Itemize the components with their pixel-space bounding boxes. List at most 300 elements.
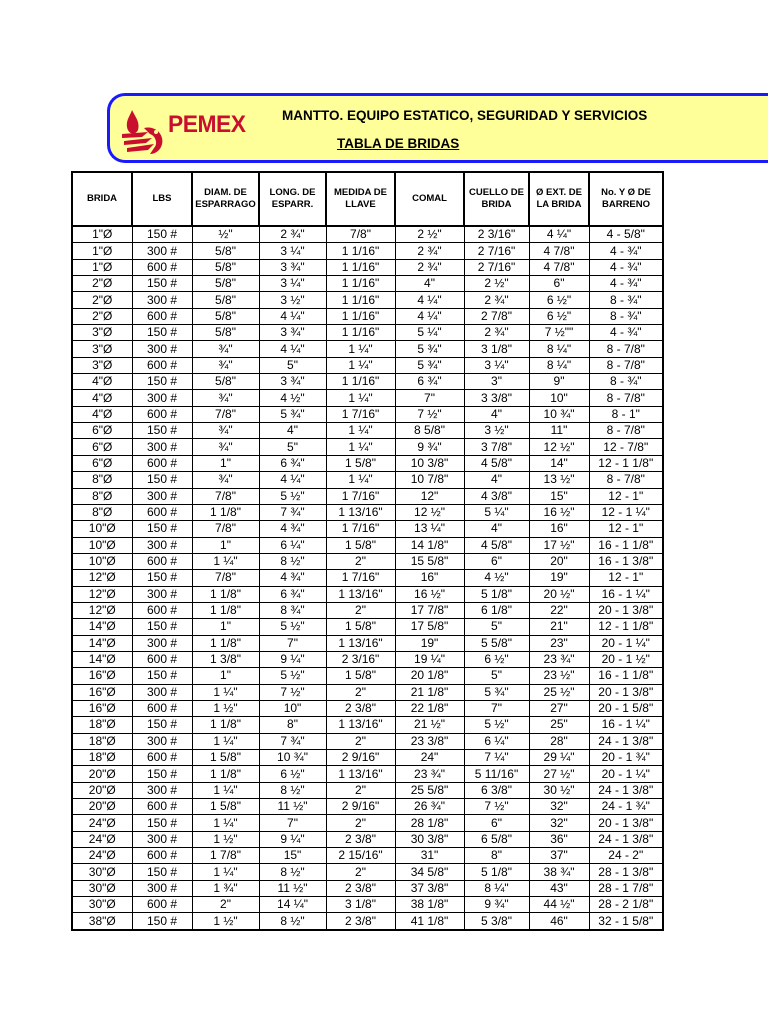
table-cell: 150 #	[132, 619, 192, 635]
table-cell: 5 11/16"	[464, 766, 529, 782]
table-cell: 2"	[326, 815, 395, 831]
table-row	[72, 243, 663, 259]
table-cell: 2 15/16"	[326, 848, 395, 864]
table-cell: 6 ¾"	[395, 374, 464, 390]
table-cell: 600 #	[132, 259, 192, 275]
table-cell: 5 ¾"	[395, 341, 464, 357]
table-cell: 150 #	[132, 766, 192, 782]
table-row	[72, 733, 663, 749]
table-cell: 8 - ¾"	[589, 292, 663, 308]
table-cell: 8 ½"	[259, 782, 326, 798]
column-header: COMAL	[395, 172, 464, 226]
table-cell: 4 - 5/8"	[589, 226, 663, 243]
table-cell: 11 ½"	[259, 799, 326, 815]
table-cell: 1"Ø	[72, 259, 132, 275]
table-cell: 4"Ø	[72, 406, 132, 422]
table-cell: 3 ½"	[464, 423, 529, 439]
table-cell: 38"Ø	[72, 913, 132, 930]
table-cell: 5"	[464, 619, 529, 635]
table-cell: 7/8"	[326, 226, 395, 243]
table-cell: 3 ¾"	[259, 325, 326, 341]
table-row	[72, 766, 663, 782]
table-cell: 4 ¾"	[259, 570, 326, 586]
header-banner	[107, 93, 768, 163]
table-cell: 1 13/16"	[326, 504, 395, 520]
table-cell: 20 - 1 3/8"	[589, 815, 663, 831]
table-cell: 8 ½"	[259, 913, 326, 930]
table-cell: 24 - 1 ¾"	[589, 799, 663, 815]
table-cell: 5 ¾"	[259, 406, 326, 422]
table-cell: 1 1/16"	[326, 276, 395, 292]
table-cell: 5 ¼"	[395, 325, 464, 341]
table-cell: 600 #	[132, 897, 192, 913]
table-cell: 37"	[529, 848, 589, 864]
table-cell: ¾"	[192, 472, 259, 488]
table-cell: 3 3/8"	[464, 390, 529, 406]
table-row	[72, 635, 663, 651]
table-cell: 1 13/16"	[326, 586, 395, 602]
table-cell: 8 - 1"	[589, 406, 663, 422]
table-cell: 2"	[326, 782, 395, 798]
table-cell: 21"	[529, 619, 589, 635]
table-cell: 34 5/8"	[395, 864, 464, 880]
table-cell: 1 1/16"	[326, 325, 395, 341]
table-cell: 8 - ¾"	[589, 374, 663, 390]
table-cell: 20 1/8"	[395, 668, 464, 684]
table-cell: 14"Ø	[72, 651, 132, 667]
table-cell: 30"Ø	[72, 897, 132, 913]
table-cell: 12 - 1 ¼"	[589, 504, 663, 520]
table-cell: 10"Ø	[72, 521, 132, 537]
column-header: CUELLO DE BRIDA	[464, 172, 529, 226]
table-cell: 600 #	[132, 700, 192, 716]
table-row	[72, 570, 663, 586]
table-cell: 5 ½"	[464, 717, 529, 733]
table-cell: 12"	[395, 488, 464, 504]
table-cell: 4 ¼"	[395, 308, 464, 324]
table-cell: ¾"	[192, 341, 259, 357]
table-cell: 3 1/8"	[326, 897, 395, 913]
table-cell: 5/8"	[192, 259, 259, 275]
table-cell: 11"	[529, 423, 589, 439]
column-header: LONG. DE ESPARR.	[259, 172, 326, 226]
table-cell: 29 ¼"	[529, 750, 589, 766]
table-cell: 1 ¼"	[326, 439, 395, 455]
table-cell: 1 ½"	[192, 831, 259, 847]
table-cell: 4 ¾"	[259, 521, 326, 537]
table-cell: 30"Ø	[72, 864, 132, 880]
table-cell: 16 - 1 ¼"	[589, 586, 663, 602]
table-cell: 1 3/8"	[192, 651, 259, 667]
table-cell: 150 #	[132, 815, 192, 831]
table-row	[72, 439, 663, 455]
table-cell: 7 ¼"	[464, 750, 529, 766]
table-cell: 150 #	[132, 423, 192, 439]
table-cell: 21 ½"	[395, 717, 464, 733]
table-cell: 20 - 1 ¾"	[589, 750, 663, 766]
table-cell: 32 - 1 5/8"	[589, 913, 663, 930]
table-cell: 6 ¾"	[259, 455, 326, 471]
table-cell: 5 3/8"	[464, 913, 529, 930]
table-cell: 7"	[395, 390, 464, 406]
table-cell: 4 ¼"	[259, 308, 326, 324]
table-cell: 25 5/8"	[395, 782, 464, 798]
table-cell: 1 ¼"	[192, 864, 259, 880]
table-cell: 8 ¼"	[529, 357, 589, 373]
table-cell: 12"Ø	[72, 570, 132, 586]
table-cell: 12"Ø	[72, 602, 132, 618]
table-cell: 1 1/8"	[192, 766, 259, 782]
table-cell: 4 - ¾"	[589, 276, 663, 292]
table-row	[72, 276, 663, 292]
table-cell: 23 ¾"	[529, 651, 589, 667]
table-cell: 1 ½"	[192, 913, 259, 930]
table-cell: 600 #	[132, 602, 192, 618]
table-cell: 4 3/8"	[464, 488, 529, 504]
table-cell: 20"Ø	[72, 766, 132, 782]
table-cell: 4 - ¾"	[589, 325, 663, 341]
table-row	[72, 913, 663, 930]
table-cell: 13 ¼"	[395, 521, 464, 537]
table-cell: 30"Ø	[72, 880, 132, 896]
table-cell: 30 ½"	[529, 782, 589, 798]
table-row	[72, 831, 663, 847]
table-cell: 2 7/16"	[464, 259, 529, 275]
table-row	[72, 815, 663, 831]
table-row	[72, 226, 663, 243]
table-cell: 10"	[529, 390, 589, 406]
table-cell: 300 #	[132, 831, 192, 847]
table-cell: 300 #	[132, 635, 192, 651]
table-cell: 8 ¾"	[259, 602, 326, 618]
table-cell: 6"Ø	[72, 439, 132, 455]
table-cell: 7"	[259, 635, 326, 651]
table-cell: 10 7/8"	[395, 472, 464, 488]
table-cell: 12 - 1 1/8"	[589, 455, 663, 471]
table-row	[72, 423, 663, 439]
table-cell: 6 ½"	[529, 308, 589, 324]
table-cell: 20 - 1 3/8"	[589, 684, 663, 700]
table-cell: 24 - 1 3/8"	[589, 782, 663, 798]
table-row	[72, 537, 663, 553]
table-cell: 5/8"	[192, 243, 259, 259]
table-cell: 19 ¼"	[395, 651, 464, 667]
table-cell: 16"Ø	[72, 668, 132, 684]
table-row	[72, 782, 663, 798]
table-cell: 600 #	[132, 357, 192, 373]
table-cell: 22 1/8"	[395, 700, 464, 716]
table-cell: 12 ½"	[395, 504, 464, 520]
table-cell: 16 ½"	[529, 504, 589, 520]
table-cell: 5/8"	[192, 292, 259, 308]
table-cell: 16 - 1 1/8"	[589, 537, 663, 553]
table-row	[72, 602, 663, 618]
table-cell: 32"	[529, 799, 589, 815]
table-cell: 600 #	[132, 799, 192, 815]
table-row	[72, 488, 663, 504]
table-cell: 20"	[529, 553, 589, 569]
table-cell: 5 5/8"	[464, 635, 529, 651]
table-cell: 10"Ø	[72, 553, 132, 569]
table-cell: 3 ½"	[259, 292, 326, 308]
table-cell: 1"Ø	[72, 243, 132, 259]
table-row	[72, 521, 663, 537]
table-cell: 2 9/16"	[326, 750, 395, 766]
table-cell: 2"	[326, 553, 395, 569]
table-row	[72, 308, 663, 324]
table-cell: 1 5/8"	[326, 619, 395, 635]
table-cell: 5 ½"	[259, 488, 326, 504]
table-cell: 4 ¼"	[395, 292, 464, 308]
table-cell: 9 ¼"	[259, 651, 326, 667]
table-cell: 14"Ø	[72, 635, 132, 651]
table-cell: 7 ½"	[395, 406, 464, 422]
page-subtitle: TABLA DE BRIDAS	[337, 136, 460, 151]
table-cell: 10 3/8"	[395, 455, 464, 471]
table-cell: 3 1/8"	[464, 341, 529, 357]
table-cell: 2 ¾"	[395, 243, 464, 259]
table-cell: 15 5/8"	[395, 553, 464, 569]
table-cell: 31"	[395, 848, 464, 864]
table-cell: 1 1/8"	[192, 602, 259, 618]
table-cell: 300 #	[132, 586, 192, 602]
table-cell: 7/8"	[192, 521, 259, 537]
table-cell: 6"	[529, 276, 589, 292]
table-cell: 7/8"	[192, 570, 259, 586]
table-cell: 300 #	[132, 684, 192, 700]
table-cell: 3 ¼"	[259, 243, 326, 259]
table-cell: 6"	[464, 553, 529, 569]
table-cell: 300 #	[132, 537, 192, 553]
table-row	[72, 864, 663, 880]
table-cell: 8 - 7/8"	[589, 341, 663, 357]
table-row	[72, 668, 663, 684]
table-cell: 150 #	[132, 668, 192, 684]
table-row	[72, 684, 663, 700]
table-cell: 21 1/8"	[395, 684, 464, 700]
table-cell: 8 - 7/8"	[589, 423, 663, 439]
table-cell: 8 - 7/8"	[589, 357, 663, 373]
table-cell: 1 7/16"	[326, 406, 395, 422]
table-cell: 14"	[529, 455, 589, 471]
table-cell: 2"	[326, 733, 395, 749]
table-cell: 27"	[529, 700, 589, 716]
table-cell: 150 #	[132, 864, 192, 880]
table-cell: 12 - 1 1/8"	[589, 619, 663, 635]
table-cell: 7 ½""	[529, 325, 589, 341]
table-cell: 27 ½"	[529, 766, 589, 782]
table-cell: 300 #	[132, 341, 192, 357]
table-cell: 7"	[259, 815, 326, 831]
table-cell: 16 - 1 ¼"	[589, 717, 663, 733]
table-cell: 5/8"	[192, 308, 259, 324]
table-cell: 3 ¾"	[259, 374, 326, 390]
table-cell: 1 1/16"	[326, 292, 395, 308]
table-cell: 20 - 1 3/8"	[589, 602, 663, 618]
table-row	[72, 472, 663, 488]
table-cell: 1 13/16"	[326, 766, 395, 782]
table-cell: 1 5/8"	[192, 799, 259, 815]
table-cell: 6 ¼"	[259, 537, 326, 553]
table-cell: 1 ¼"	[192, 815, 259, 831]
table-cell: 4 5/8"	[464, 537, 529, 553]
table-cell: 23 ½"	[529, 668, 589, 684]
table-cell: 5/8"	[192, 374, 259, 390]
table-cell: ¾"	[192, 423, 259, 439]
table-cell: 2 3/16"	[464, 226, 529, 243]
table-cell: 5"	[464, 668, 529, 684]
column-header: No. Y Ø DE BARRENO	[589, 172, 663, 226]
table-header-row	[72, 172, 663, 226]
table-cell: 9 ¾"	[464, 897, 529, 913]
table-cell: 24 - 2"	[589, 848, 663, 864]
table-cell: 1 ¼"	[192, 684, 259, 700]
table-cell: 18"Ø	[72, 750, 132, 766]
table-cell: 4 - ¾"	[589, 243, 663, 259]
table-cell: 8 ½"	[259, 553, 326, 569]
table-cell: 1"	[192, 619, 259, 635]
table-cell: 8 - 7/8"	[589, 390, 663, 406]
table-cell: 28 - 2 1/8"	[589, 897, 663, 913]
page-title: MANTTO. EQUIPO ESTATICO, SEGURIDAD Y SERVICIOS	[282, 108, 648, 123]
table-cell: 6 ½"	[529, 292, 589, 308]
table-cell: 1 ¼"	[326, 390, 395, 406]
table-cell: 5 ½"	[259, 668, 326, 684]
table-cell: 5 ¾"	[395, 357, 464, 373]
table-cell: 1 ¼"	[326, 341, 395, 357]
table-cell: 14 1/8"	[395, 537, 464, 553]
table-cell: 23 ¾"	[395, 766, 464, 782]
table-cell: 7 ½"	[464, 799, 529, 815]
table-cell: 150 #	[132, 276, 192, 292]
table-row	[72, 357, 663, 373]
table-cell: 8"	[259, 717, 326, 733]
table-cell: 150 #	[132, 374, 192, 390]
column-header: LBS	[132, 172, 192, 226]
flange-table	[71, 171, 664, 931]
table-cell: 4 7/8"	[529, 243, 589, 259]
table-cell: 16"	[529, 521, 589, 537]
table-cell: 2 9/16"	[326, 799, 395, 815]
table-cell: 1 1/8"	[192, 504, 259, 520]
table-cell: 1 1/8"	[192, 635, 259, 651]
table-cell: 16 ½"	[395, 586, 464, 602]
table-cell: 2 7/8"	[464, 308, 529, 324]
table-cell: 2 ¾"	[259, 226, 326, 243]
table-cell: 1 1/8"	[192, 717, 259, 733]
table-cell: 2"	[326, 602, 395, 618]
table-cell: 1"	[192, 455, 259, 471]
table-cell: 1 1/16"	[326, 374, 395, 390]
table-cell: 300 #	[132, 782, 192, 798]
table-cell: 150 #	[132, 325, 192, 341]
table-cell: 13 ½"	[529, 472, 589, 488]
table-cell: 8 ¼"	[464, 880, 529, 896]
table-row	[72, 750, 663, 766]
table-cell: 2 ¾"	[464, 292, 529, 308]
table-cell: 22"	[529, 602, 589, 618]
table-cell: 8 ¼"	[529, 341, 589, 357]
table-cell: 4 ½"	[259, 390, 326, 406]
table-cell: 150 #	[132, 472, 192, 488]
table-cell: 9"	[529, 374, 589, 390]
table-cell: 1 ¼"	[192, 553, 259, 569]
table-cell: 36"	[529, 831, 589, 847]
table-cell: 5 1/8"	[464, 864, 529, 880]
table-cell: 5"	[259, 357, 326, 373]
table-cell: 6 ¾"	[259, 586, 326, 602]
table-cell: 300 #	[132, 292, 192, 308]
table-cell: 20 - 1 ¼"	[589, 635, 663, 651]
table-cell: ¾"	[192, 357, 259, 373]
column-header: Ø EXT. DE LA BRIDA	[529, 172, 589, 226]
table-cell: 10 ¾"	[529, 406, 589, 422]
table-cell: 8"Ø	[72, 472, 132, 488]
table-cell: 6 ¼"	[464, 733, 529, 749]
table-cell: 150 #	[132, 913, 192, 930]
table-cell: 23 3/8"	[395, 733, 464, 749]
table-row	[72, 455, 663, 471]
table-cell: 4"	[464, 406, 529, 422]
table-cell: 4 ¼"	[529, 226, 589, 243]
table-cell: ½"	[192, 226, 259, 243]
table-row	[72, 880, 663, 896]
table-cell: 7 ½"	[259, 684, 326, 700]
table-cell: 1"Ø	[72, 226, 132, 243]
table-cell: 12 - 1"	[589, 521, 663, 537]
table-cell: 300 #	[132, 880, 192, 896]
table-cell: 300 #	[132, 488, 192, 504]
table-cell: 5 1/8"	[464, 586, 529, 602]
table-row	[72, 897, 663, 913]
table-row	[72, 717, 663, 733]
column-header: DIAM. DE ESPARRAGO	[192, 172, 259, 226]
table-cell: 2"Ø	[72, 276, 132, 292]
table-cell: 30 3/8"	[395, 831, 464, 847]
table-cell: 18"Ø	[72, 717, 132, 733]
brand-name: PEMEX	[168, 111, 246, 138]
table-cell: 1 13/16"	[326, 635, 395, 651]
table-cell: 37 3/8"	[395, 880, 464, 896]
table-cell: 1 ¼"	[192, 733, 259, 749]
table-cell: 12 - 1"	[589, 488, 663, 504]
table-cell: 1 ¼"	[326, 472, 395, 488]
table-cell: 600 #	[132, 553, 192, 569]
table-cell: 10"Ø	[72, 537, 132, 553]
table-cell: 24 - 1 3/8"	[589, 733, 663, 749]
table-cell: 150 #	[132, 521, 192, 537]
table-row	[72, 259, 663, 275]
table-cell: 3"Ø	[72, 325, 132, 341]
table-cell: 5 ¾"	[464, 684, 529, 700]
table-cell: 1 7/16"	[326, 521, 395, 537]
table-cell: 38 ¾"	[529, 864, 589, 880]
table-cell: 17 ½"	[529, 537, 589, 553]
table-cell: 6 5/8"	[464, 831, 529, 847]
table-cell: 44 ½"	[529, 897, 589, 913]
table-cell: 8"	[464, 848, 529, 864]
table-cell: 2 ¾"	[464, 325, 529, 341]
table-cell: 7"	[464, 700, 529, 716]
table-row	[72, 341, 663, 357]
table-cell: 3 ¾"	[259, 259, 326, 275]
table-cell: 41 1/8"	[395, 913, 464, 930]
table-row	[72, 619, 663, 635]
table-cell: 14 ¼"	[259, 897, 326, 913]
table-cell: 9 ¼"	[259, 831, 326, 847]
table-cell: 600 #	[132, 406, 192, 422]
table-cell: 600 #	[132, 848, 192, 864]
